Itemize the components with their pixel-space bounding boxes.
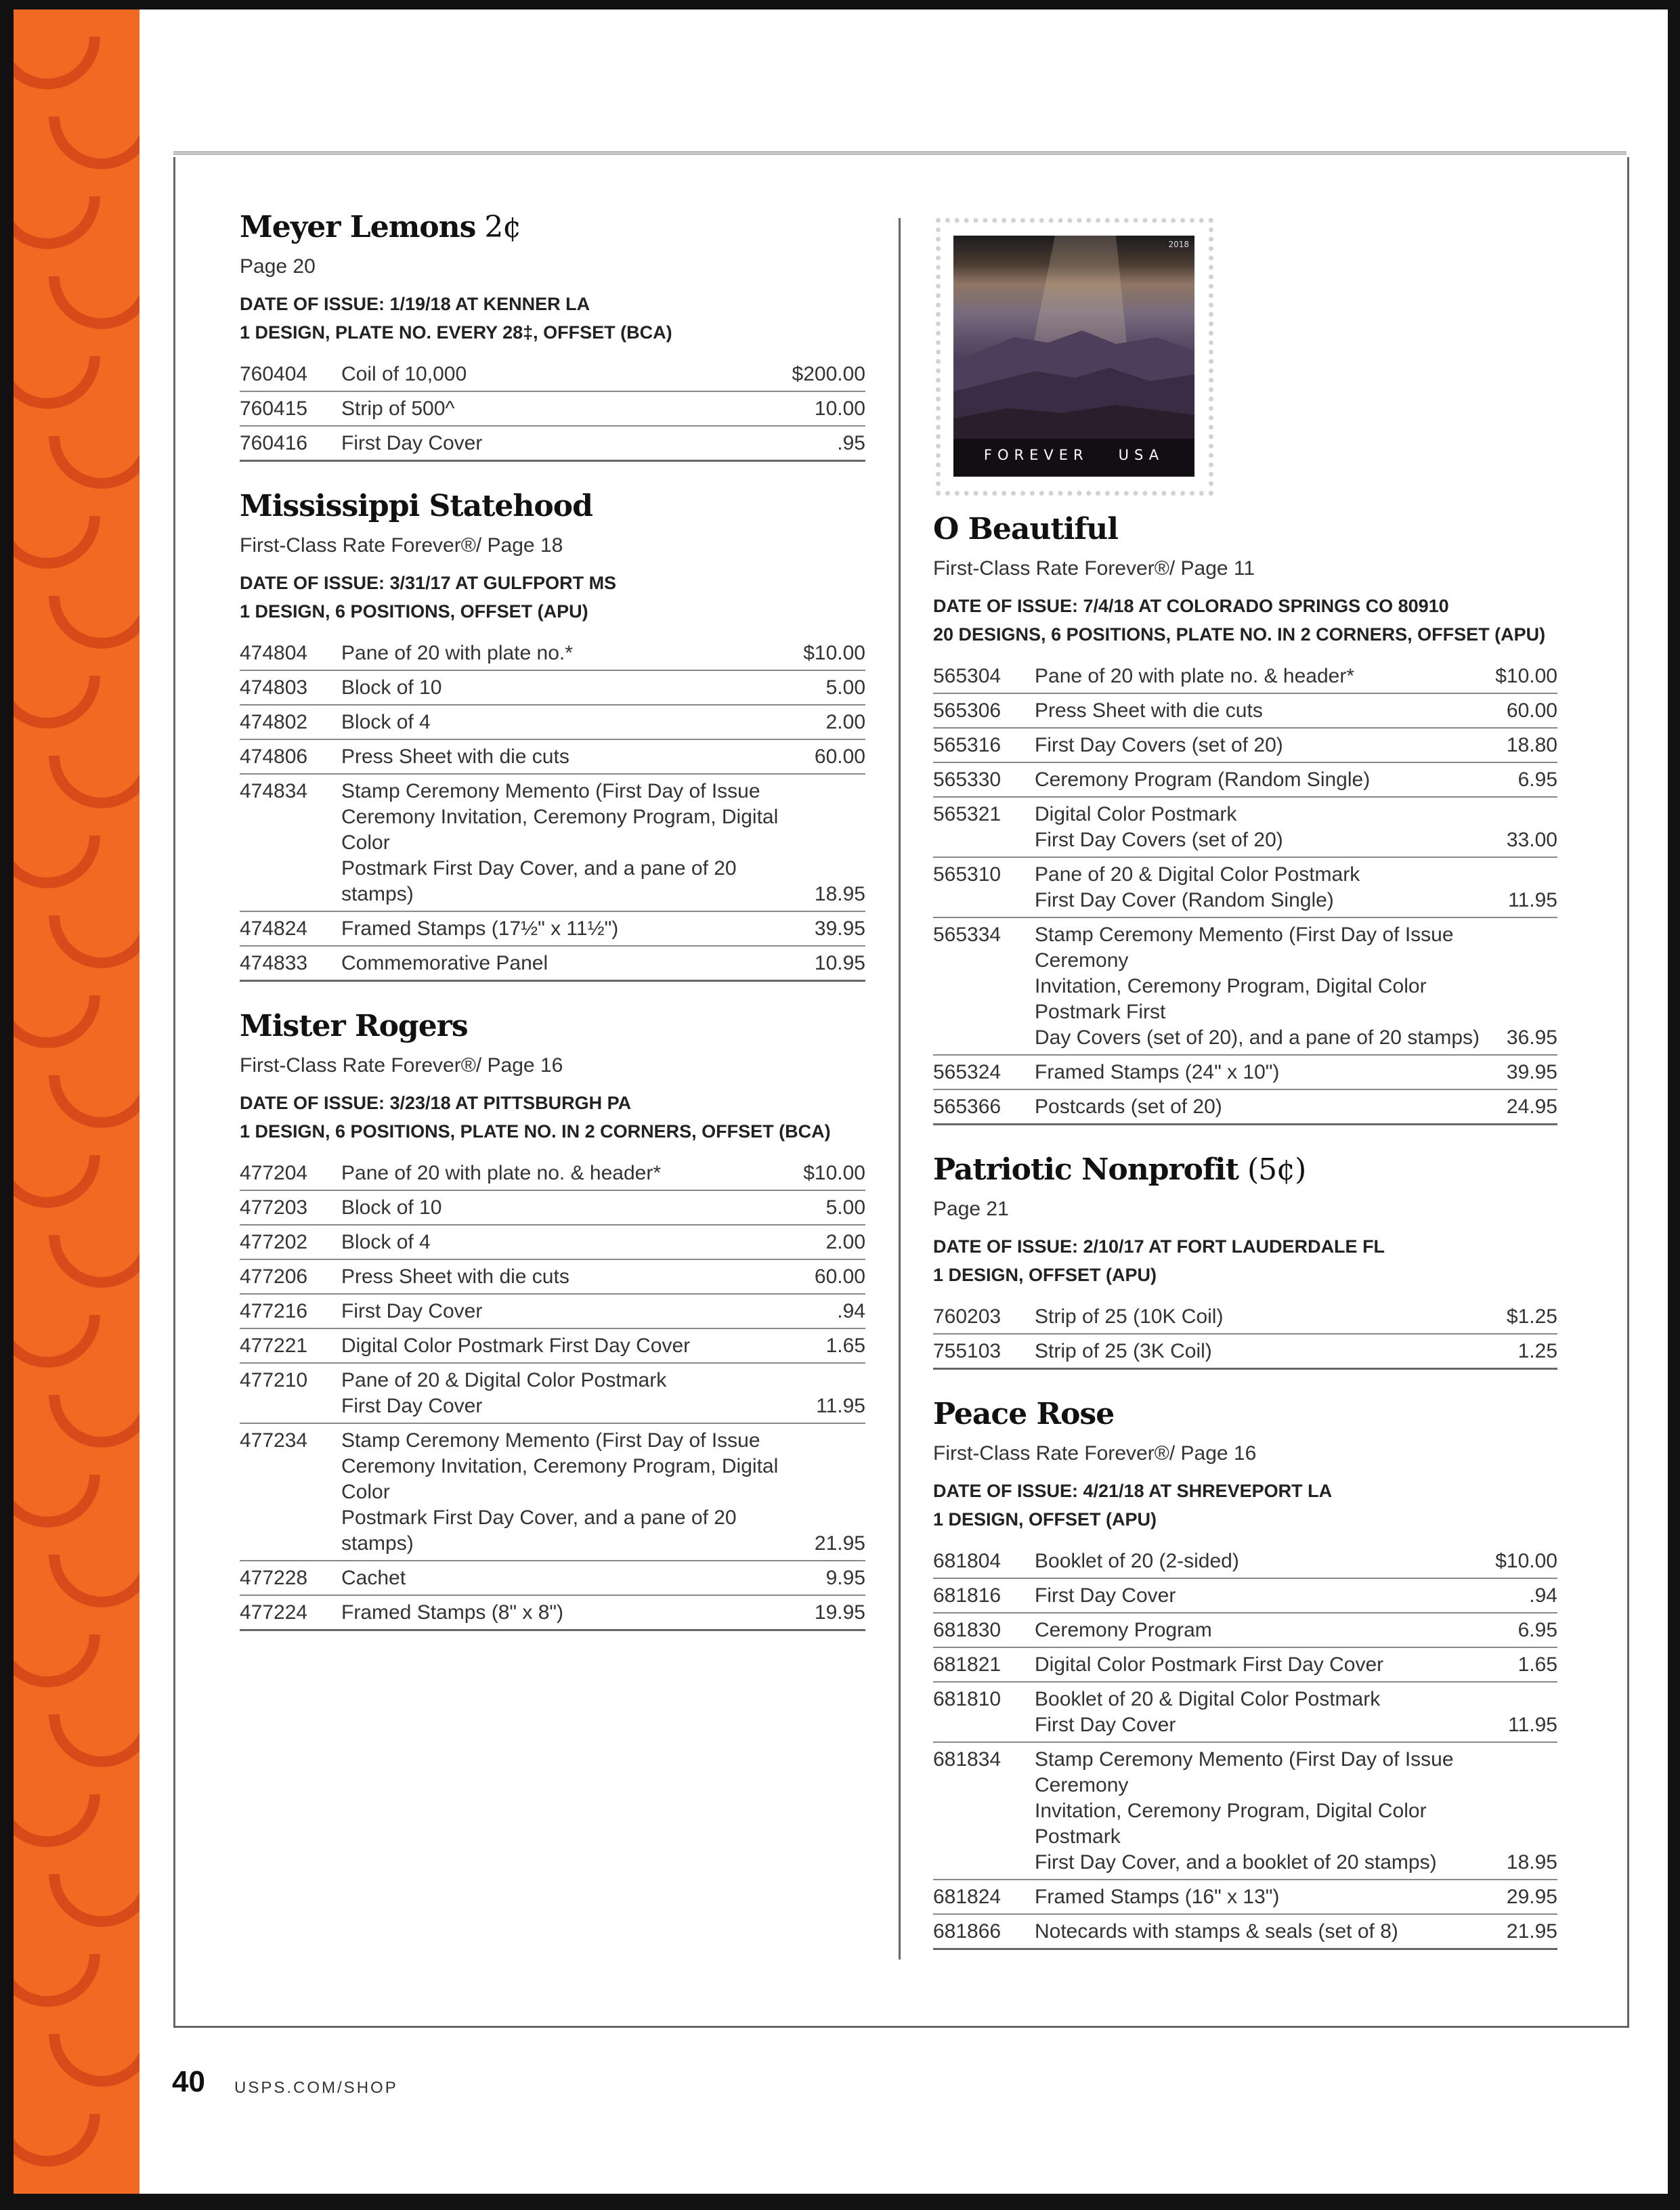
item-price: 6.95 (1517, 1619, 1557, 1641)
item-description: Booklet of 20 (2-sided) (1035, 1550, 1239, 1572)
scan-border-top (0, 0, 1680, 9)
item-price: 2.00 (825, 711, 865, 733)
item-list (240, 1156, 865, 1631)
item-number: 565334 (933, 924, 1001, 946)
item-row (240, 911, 865, 945)
item-number: 565310 (933, 863, 1001, 886)
item-description: Strip of 500^ (341, 397, 455, 420)
page-reference: First-Class Rate Forever®/ Page 16 (240, 1054, 563, 1077)
product-denomination: (5¢) (1238, 1152, 1306, 1187)
item-price: 36.95 (1506, 1026, 1557, 1049)
issue-line: 1 DESIGN, 6 POSITIONS, PLATE NO. IN 2 CORNERS, OFFSET (BCA) (240, 1121, 831, 1142)
item-description: Pane of 20 & Digital Color Postmark First Day Cover (341, 1369, 667, 1417)
item-row (933, 917, 1557, 1054)
item-row (240, 773, 865, 911)
item-description: First Day Cover (341, 432, 483, 454)
item-number: 474806 (240, 745, 308, 768)
issue-line: 1 DESIGN, OFFSET (APU) (933, 1509, 1157, 1530)
item-price: 18.95 (1506, 1851, 1557, 1873)
item-number: 477224 (240, 1601, 308, 1624)
item-description: First Day Covers (set of 20) (1035, 734, 1283, 756)
item-description: Framed Stamps (8" x 8") (341, 1601, 564, 1624)
stamp-picture (953, 236, 1194, 477)
item-price: 19.95 (814, 1601, 865, 1624)
item-number: 477203 (240, 1196, 308, 1219)
mountain-landscape (953, 236, 1194, 477)
item-row (240, 1259, 865, 1293)
item-row (933, 1333, 1557, 1368)
item-price: $200.00 (792, 363, 865, 385)
item-row (240, 739, 865, 773)
item-price: 60.00 (814, 745, 865, 768)
item-price: 1.25 (1517, 1340, 1557, 1362)
content-frame-top-rule (173, 152, 1627, 154)
item-number: 474802 (240, 711, 308, 733)
item-price: 10.00 (814, 397, 865, 420)
item-number: 474804 (240, 642, 308, 664)
item-price: 11.95 (816, 1395, 865, 1417)
issue-details (933, 592, 1557, 649)
item-list (240, 636, 865, 982)
item-row (933, 659, 1557, 693)
page-reference: First-Class Rate Forever®/ Page 16 (933, 1442, 1257, 1465)
item-description: First Day Cover (1035, 1584, 1176, 1607)
item-description: Block of 10 (341, 1196, 442, 1219)
product-title (240, 209, 865, 246)
item-row (933, 727, 1557, 762)
item-row (933, 1054, 1557, 1089)
product-name: Mister Rogers (240, 1009, 468, 1043)
item-description: Block of 4 (341, 1231, 431, 1253)
item-price: 21.95 (814, 1532, 865, 1555)
item-price: $10.00 (803, 642, 865, 664)
item-number: 477234 (240, 1429, 308, 1452)
item-description: Booklet of 20 & Digital Color Postmark First Day Cover (1035, 1688, 1381, 1736)
issue-details (240, 569, 865, 626)
item-row (933, 1300, 1557, 1333)
item-price: 2.00 (825, 1231, 865, 1253)
item-price: 60.00 (1506, 699, 1557, 722)
issue-line: 1 DESIGN, OFFSET (APU) (933, 1265, 1157, 1285)
item-description: Press Sheet with die cuts (1035, 699, 1263, 722)
item-description: Pane of 20 with plate no. & header* (341, 1162, 662, 1184)
item-row (240, 1423, 865, 1560)
stamp-denomination (953, 447, 1194, 463)
item-price: 5.00 (825, 676, 865, 699)
issue-line: DATE OF ISSUE: 2/10/17 AT FORT LAUDERDALE FL (933, 1236, 1385, 1257)
item-number: 565324 (933, 1061, 1001, 1083)
item-description: Framed Stamps (17½" x 11½") (341, 917, 619, 940)
item-number: 477216 (240, 1300, 308, 1322)
item-row (933, 857, 1557, 917)
item-number: 477206 (240, 1265, 308, 1288)
item-number: 760404 (240, 363, 308, 385)
item-row (240, 1190, 865, 1224)
item-row (240, 1595, 865, 1629)
item-row (240, 704, 865, 739)
item-price: 33.00 (1506, 829, 1557, 851)
product-section (933, 1395, 1557, 1950)
item-row (933, 1741, 1557, 1879)
item-description: Postcards (set of 20) (1035, 1096, 1222, 1118)
issue-line: DATE OF ISSUE: 4/21/18 AT SHREVEPORT LA (933, 1481, 1333, 1501)
item-row (933, 1913, 1557, 1948)
product-title (240, 488, 865, 525)
stamp-year: 2018 (1168, 240, 1189, 249)
item-row (933, 1879, 1557, 1913)
website-link[interactable]: USPS.COM/SHOP (234, 2079, 398, 2097)
item-row (240, 1293, 865, 1328)
item-price: 11.95 (1508, 1714, 1557, 1736)
item-number: 477221 (240, 1335, 308, 1357)
item-description: Framed Stamps (24" x 10") (1035, 1061, 1280, 1083)
item-number: 755103 (933, 1340, 1001, 1362)
product-title (933, 1395, 1557, 1433)
page-reference: First-Class Rate Forever®/ Page 18 (240, 534, 563, 557)
item-number: 474833 (240, 952, 308, 974)
item-row (240, 636, 865, 670)
product-name: Peace Rose (933, 1397, 1115, 1431)
item-list (933, 1544, 1557, 1950)
item-number: 477204 (240, 1162, 308, 1184)
item-description: Block of 10 (341, 676, 442, 699)
o-beautiful-stamp-image (936, 218, 1213, 496)
item-description: Notecards with stamps & seals (set of 8) (1035, 1920, 1398, 1943)
item-row (933, 1647, 1557, 1681)
product-name: O Beautiful (933, 512, 1119, 546)
item-price: 6.95 (1517, 768, 1557, 791)
item-price: .94 (837, 1300, 865, 1322)
item-price: 9.95 (825, 1567, 865, 1589)
item-price: 60.00 (814, 1265, 865, 1288)
item-number: 760416 (240, 432, 308, 454)
item-number: 565321 (933, 803, 1001, 825)
item-description: Ceremony Program (Random Single) (1035, 768, 1371, 791)
item-description: Commemorative Panel (341, 952, 548, 974)
item-number: 565306 (933, 699, 1001, 722)
right-column (933, 209, 1557, 1976)
item-list (933, 1300, 1557, 1370)
item-number: 565304 (933, 665, 1001, 687)
item-row (240, 1362, 865, 1423)
item-row (240, 1156, 865, 1190)
item-row (933, 1681, 1557, 1741)
item-number: 681804 (933, 1550, 1001, 1572)
item-row (240, 1224, 865, 1259)
item-description: Cachet (341, 1567, 406, 1589)
item-price: 10.95 (814, 952, 865, 974)
product-section (240, 488, 865, 982)
item-list (933, 659, 1557, 1125)
product-name: Mississippi Statehood (240, 489, 593, 523)
item-price: 18.80 (1506, 734, 1557, 756)
product-name: Patriotic Nonprofit (933, 1152, 1239, 1187)
issue-line: 1 DESIGN, PLATE NO. EVERY 28‡, OFFSET (BCA) (240, 322, 672, 343)
item-price: $10.00 (1495, 665, 1557, 687)
item-row (933, 693, 1557, 727)
item-row (933, 1089, 1557, 1123)
item-description: Digital Color Postmark First Day Cover (1035, 1653, 1384, 1676)
item-number: 681821 (933, 1653, 1001, 1676)
item-description: Pane of 20 with plate no.* (341, 642, 573, 664)
item-price: $10.00 (803, 1162, 865, 1184)
issue-line: DATE OF ISSUE: 1/19/18 AT KENNER LA (240, 294, 590, 314)
item-number: 474834 (240, 780, 308, 802)
stamp-word-usa: USA (1118, 447, 1165, 463)
item-number: 565366 (933, 1096, 1001, 1118)
item-description: Digital Color Postmark First Day Cover (341, 1335, 691, 1357)
issue-details (240, 290, 865, 347)
item-price: 29.95 (1506, 1886, 1557, 1908)
item-row (933, 796, 1557, 857)
issue-details (933, 1232, 1557, 1289)
item-row (240, 425, 865, 460)
item-price: 1.65 (825, 1335, 865, 1357)
item-price: 21.95 (1506, 1920, 1557, 1943)
issue-line: DATE OF ISSUE: 3/23/18 AT PITTSBURGH PA (240, 1093, 632, 1113)
item-price: $10.00 (1495, 1550, 1557, 1572)
scan-border-bottom (0, 2194, 1680, 2210)
item-description: Pane of 20 with plate no. & header* (1035, 665, 1355, 687)
item-number: 760203 (933, 1305, 1001, 1328)
item-description: Press Sheet with die cuts (341, 745, 569, 768)
item-price: 1.65 (1517, 1653, 1557, 1676)
product-section (933, 1151, 1557, 1370)
item-row (240, 945, 865, 980)
scan-border-right (1668, 0, 1680, 2210)
item-description: Digital Color Postmark First Day Covers (set of 20) (1035, 803, 1283, 851)
item-row (240, 1560, 865, 1595)
item-row (933, 1544, 1557, 1578)
item-description: Strip of 25 (10K Coil) (1035, 1305, 1224, 1328)
issue-details (933, 1477, 1557, 1534)
item-price: 11.95 (1508, 889, 1557, 911)
item-price: .95 (837, 432, 865, 454)
item-price: 18.95 (814, 883, 865, 905)
item-number: 681810 (933, 1688, 1001, 1710)
item-row (240, 1328, 865, 1362)
left-column (240, 209, 865, 1657)
item-price: .94 (1529, 1584, 1557, 1607)
product-name: Meyer Lemons (240, 210, 476, 244)
product-title (240, 1008, 865, 1045)
item-price: $1.25 (1506, 1305, 1557, 1328)
item-number: 681834 (933, 1748, 1001, 1771)
item-price: 39.95 (1506, 1061, 1557, 1083)
stamp-word-forever: FOREVER (983, 447, 1089, 463)
item-description: Stamp Ceremony Memento (First Day of Issue Ceremony Invitation, Ceremony Program, Digital Color Postmark First Day Cover, and a pane of 20 stamps) (341, 1429, 779, 1555)
item-number: 681830 (933, 1619, 1001, 1641)
item-number: 474803 (240, 676, 308, 699)
item-number: 477210 (240, 1369, 308, 1391)
page-reference: First-Class Rate Forever®/ Page 11 (933, 557, 1255, 580)
product-title (933, 1151, 1557, 1189)
column-divider (899, 218, 901, 1959)
item-description: Strip of 25 (3K Coil) (1035, 1340, 1212, 1362)
item-row (933, 1612, 1557, 1647)
product-section (240, 1008, 865, 1631)
item-number: 565330 (933, 768, 1001, 791)
product-denomination: 2¢ (475, 210, 521, 244)
item-description: Framed Stamps (16" x 13") (1035, 1886, 1280, 1908)
item-description: Coil of 10,000 (341, 363, 467, 385)
item-description: Block of 4 (341, 711, 431, 733)
issue-details (240, 1089, 865, 1146)
issue-line: 20 DESIGNS, 6 POSITIONS, PLATE NO. IN 2 CORNERS, OFFSET (APU) (933, 624, 1546, 645)
item-number: 565316 (933, 734, 1001, 756)
item-number: 477202 (240, 1231, 308, 1253)
item-number: 477228 (240, 1567, 308, 1589)
item-number: 474824 (240, 917, 308, 940)
issue-line: DATE OF ISSUE: 7/4/18 AT COLORADO SPRINGS CO 80910 (933, 596, 1449, 616)
item-number: 681816 (933, 1584, 1001, 1607)
item-row (933, 762, 1557, 796)
page-reference: Page 21 (933, 1198, 1009, 1220)
decorative-scallop-stripe (14, 9, 139, 2194)
item-description: Stamp Ceremony Memento (First Day of Issue Ceremony Invitation, Ceremony Program, Digital Color Postmark First Day Covers (set of 20), and a pane of 20 stamps) (1035, 924, 1480, 1049)
page-reference: Page 20 (240, 255, 316, 278)
item-number: 760415 (240, 397, 308, 420)
issue-line: DATE OF ISSUE: 3/31/17 AT GULFPORT MS (240, 573, 617, 593)
item-description: Press Sheet with die cuts (341, 1265, 569, 1288)
item-list (240, 358, 865, 462)
item-price: 39.95 (814, 917, 865, 940)
item-row (240, 670, 865, 704)
item-row (240, 391, 865, 425)
item-number: 681824 (933, 1886, 1001, 1908)
scan-border-left (0, 0, 14, 2210)
item-price: 24.95 (1506, 1096, 1557, 1118)
item-description: Stamp Ceremony Memento (First Day of Issue Ceremony Invitation, Ceremony Program, Digital Color Postmark First Day Cover, and a booklet of 20 stamps) (1035, 1748, 1454, 1873)
product-section (240, 209, 865, 462)
issue-line: 1 DESIGN, 6 POSITIONS, OFFSET (APU) (240, 601, 588, 622)
item-description: Stamp Ceremony Memento (First Day of Issue Ceremony Invitation, Ceremony Program, Digital Color Postmark First Day Cover, and a pane of 20 stamps) (341, 780, 779, 905)
product-title (933, 511, 1557, 548)
item-row (240, 358, 865, 391)
page-number: 40 (172, 2065, 205, 2098)
item-description: Ceremony Program (1035, 1619, 1212, 1641)
product-section (933, 511, 1557, 1125)
item-description: First Day Cover (341, 1300, 483, 1322)
item-description: Pane of 20 & Digital Color Postmark First Day Cover (Random Single) (1035, 863, 1360, 911)
item-row (933, 1578, 1557, 1612)
item-price: 5.00 (825, 1196, 865, 1219)
item-number: 681866 (933, 1920, 1001, 1943)
